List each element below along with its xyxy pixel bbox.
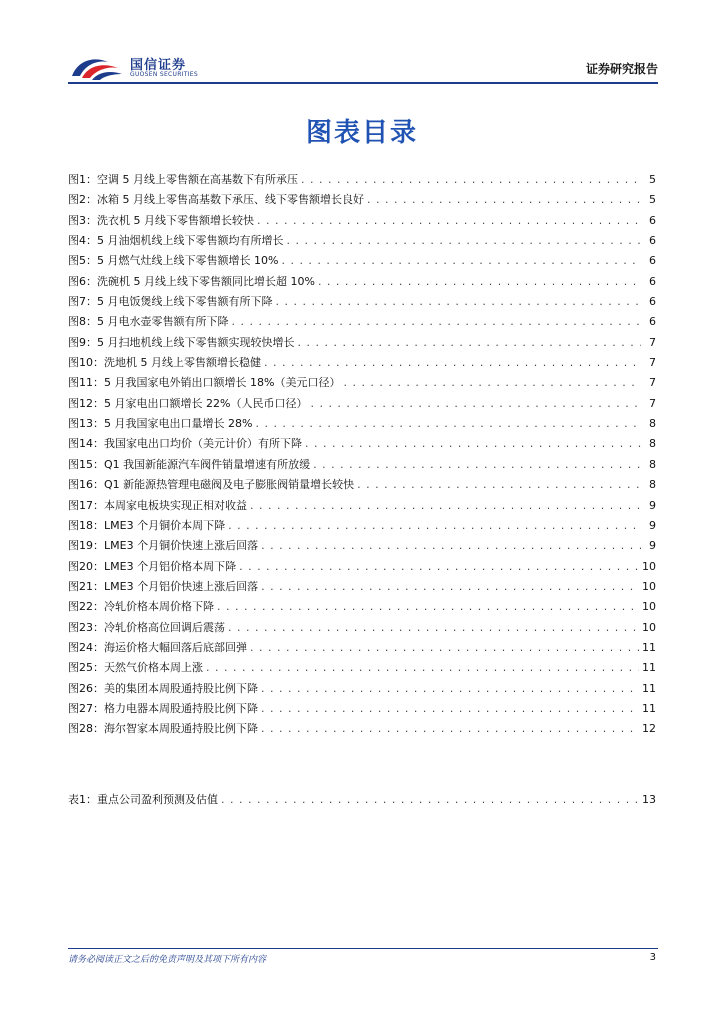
toc-entry-label: 图3： bbox=[68, 213, 97, 227]
figure-toc-entry[interactable] bbox=[68, 414, 656, 434]
figure-toc-entry[interactable] bbox=[68, 679, 656, 699]
toc-entry-title: 冷轧价格高位回调后震荡 bbox=[104, 620, 225, 634]
toc-entry-label: 图25： bbox=[68, 661, 104, 675]
toc-entry-title: 空调 5 月线上零售额在高基数下有所承压 bbox=[97, 173, 298, 186]
toc-dot-leader bbox=[287, 231, 642, 251]
toc-entry-title: Q1 新能源热管理电磁阀及电子膨胀阀销量增长较快 bbox=[104, 478, 355, 492]
table-toc-entry[interactable] bbox=[68, 790, 656, 810]
figure-toc-entry[interactable] bbox=[68, 496, 656, 516]
toc-entry-page: 13 bbox=[642, 793, 656, 806]
toc-entry-label: 图27： bbox=[68, 701, 104, 715]
toc-entry-label: 图10： bbox=[68, 356, 104, 370]
toc-entry-page: 6 bbox=[649, 274, 656, 288]
figure-toc-entry[interactable] bbox=[68, 658, 656, 678]
figure-toc-entry[interactable] bbox=[68, 353, 656, 373]
toc-dot-leader bbox=[221, 790, 639, 810]
toc-entry-title: 5 月我国家电出口量增长 28% bbox=[104, 417, 253, 431]
toc-dot-leader bbox=[217, 597, 639, 617]
toc-dot-leader bbox=[261, 536, 641, 556]
toc-dot-leader bbox=[298, 333, 642, 353]
toc-entry-page: 6 bbox=[649, 254, 656, 268]
toc-dot-leader bbox=[264, 353, 641, 373]
disclaimer-text: 请务必阅读正文之后的免责声明及其项下所有内容 bbox=[68, 955, 267, 965]
toc-dot-leader bbox=[310, 394, 641, 414]
toc-entry-label: 图6： bbox=[68, 274, 97, 288]
toc-entry-title: 本周家电板块实现正相对收益 bbox=[104, 498, 247, 512]
toc-entry-page: 5 bbox=[649, 173, 656, 186]
toc-entry-label: 表1： bbox=[68, 793, 97, 806]
toc-entry-page: 7 bbox=[649, 396, 656, 410]
toc-entry-label: 图26： bbox=[68, 681, 104, 695]
toc-dot-leader bbox=[261, 577, 639, 597]
toc-entry-title: 重点公司盈利预测及估值 bbox=[97, 793, 218, 806]
toc-entry-title: 我国家电出口均价（美元计价）有所下降 bbox=[104, 437, 302, 451]
toc-entry-page: 9 bbox=[649, 498, 656, 512]
toc-entry-page: 10 bbox=[642, 620, 656, 634]
toc-entry-title: 美的集团本周股通持股比例下降 bbox=[104, 681, 258, 695]
toc-dot-leader bbox=[206, 658, 639, 678]
toc-entry-page: 12 bbox=[642, 722, 656, 736]
toc-entry-title: 海尔智家本周股通持股比例下降 bbox=[104, 722, 258, 736]
toc-entry-page: 10 bbox=[642, 559, 656, 573]
figure-toc-entry[interactable] bbox=[68, 638, 656, 658]
toc-entry-page: 8 bbox=[649, 437, 656, 451]
toc-dot-leader bbox=[228, 516, 641, 536]
toc-dot-leader bbox=[367, 190, 641, 210]
figure-toc-entry[interactable] bbox=[68, 394, 656, 414]
toc-entry-page: 11 bbox=[642, 640, 656, 654]
toc-entry-label: 图23： bbox=[68, 620, 104, 634]
toc-entry-title: LME3 个月铜价本周下降 bbox=[104, 518, 226, 532]
toc-entry-title: 5 月电饭煲线上线下零售额有所下降 bbox=[97, 295, 273, 309]
toc-entry-title: 冷轧价格本周价格下降 bbox=[104, 600, 214, 614]
figure-toc-entry[interactable] bbox=[68, 170, 656, 190]
toc-entry-title: 格力电器本周股通持股比例下降 bbox=[104, 701, 258, 715]
toc-entry-label: 图12： bbox=[68, 396, 104, 410]
toc-entry-page: 6 bbox=[649, 295, 656, 309]
toc-entry-title: 洗地机 5 月线上零售额增长稳健 bbox=[104, 356, 261, 370]
figure-toc-entry[interactable] bbox=[68, 251, 656, 271]
toc-dot-leader bbox=[257, 211, 641, 231]
toc-entry-title: 5 月电水壶零售额有所下降 bbox=[97, 315, 229, 329]
figure-toc-entry[interactable] bbox=[68, 577, 656, 597]
figure-toc-entry[interactable] bbox=[68, 597, 656, 617]
toc-dot-leader bbox=[232, 312, 642, 332]
figure-toc-entry[interactable] bbox=[68, 434, 656, 454]
toc-entry-page: 11 bbox=[642, 701, 656, 715]
page-number: 3 bbox=[649, 952, 656, 963]
toc-entry-title: 5 月扫地机线上线下零售额实现较快增长 bbox=[97, 335, 295, 349]
logo-chinese-name: 国信证券 bbox=[130, 58, 187, 73]
toc-entry-title: 天然气价格本周上涨 bbox=[104, 661, 203, 675]
figure-toc-entry[interactable] bbox=[68, 618, 656, 638]
toc-entry-label: 图17： bbox=[68, 498, 104, 512]
figure-toc-entry[interactable] bbox=[68, 211, 656, 231]
toc-dot-leader bbox=[343, 373, 641, 393]
toc-entry-page: 11 bbox=[642, 661, 656, 675]
figure-toc-list bbox=[68, 170, 656, 740]
figure-toc-entry[interactable] bbox=[68, 190, 656, 210]
toc-dot-leader bbox=[255, 414, 641, 434]
figure-toc-entry[interactable] bbox=[68, 373, 656, 393]
toc-entry-label: 图7： bbox=[68, 295, 97, 309]
header-divider bbox=[68, 82, 658, 84]
toc-entry-page: 6 bbox=[649, 315, 656, 329]
toc-entry-page: 8 bbox=[649, 417, 656, 431]
toc-entry-page: 9 bbox=[649, 518, 656, 532]
toc-entry-label: 图18： bbox=[68, 518, 104, 532]
figure-toc-entry[interactable] bbox=[68, 516, 656, 536]
toc-entry-label: 图28： bbox=[68, 722, 104, 736]
figure-toc-entry[interactable] bbox=[68, 272, 656, 292]
toc-dot-leader bbox=[239, 557, 639, 577]
toc-entry-label: 图9： bbox=[68, 335, 97, 349]
footer-divider bbox=[68, 948, 658, 949]
toc-entry-label: 图1： bbox=[68, 173, 97, 186]
toc-entry-page: 10 bbox=[642, 579, 656, 593]
figure-toc-entry[interactable] bbox=[68, 333, 656, 353]
toc-entry-label: 图8： bbox=[68, 315, 97, 329]
figure-toc-entry[interactable] bbox=[68, 292, 656, 312]
toc-entry-title: 冰箱 5 月线上零售高基数下承压、线下零售额增长良好 bbox=[97, 193, 364, 207]
toc-entry-label: 图11： bbox=[68, 376, 104, 390]
toc-dot-leader bbox=[305, 434, 641, 454]
page-title: 图表目录 bbox=[305, 118, 418, 148]
toc-entry-label: 图24： bbox=[68, 640, 104, 654]
figure-toc-entry[interactable] bbox=[68, 312, 656, 332]
toc-entry-page: 6 bbox=[649, 213, 656, 227]
logo-english-name: GUOSEN SECURITIES bbox=[130, 71, 199, 78]
toc-entry-page: 9 bbox=[649, 539, 656, 553]
toc-entry-page: 8 bbox=[649, 457, 656, 471]
toc-entry-title: 洗碗机 5 月线上线下零售额同比增长超 10% bbox=[97, 274, 315, 288]
toc-entry-label: 图4： bbox=[68, 234, 97, 248]
toc-entry-title: LME3 个月铜价快速上涨后回落 bbox=[104, 539, 259, 553]
toc-dot-leader bbox=[276, 292, 642, 312]
guosen-logo-icon bbox=[68, 50, 124, 82]
toc-entry-label: 图20： bbox=[68, 559, 104, 573]
toc-entry-page: 6 bbox=[649, 234, 656, 248]
figure-toc-entry[interactable] bbox=[68, 699, 656, 719]
toc-entry-page: 7 bbox=[649, 356, 656, 370]
toc-dot-leader bbox=[357, 475, 641, 495]
toc-dot-leader bbox=[261, 719, 639, 739]
figure-toc-entry[interactable] bbox=[68, 231, 656, 251]
toc-entry-title: 海运价格大幅回落后底部回弹 bbox=[104, 640, 247, 654]
figure-toc-entry[interactable] bbox=[68, 455, 656, 475]
toc-entry-title: LME3 个月铝价快速上涨后回落 bbox=[104, 579, 259, 593]
toc-dot-leader bbox=[301, 170, 641, 190]
toc-entry-label: 图2： bbox=[68, 193, 97, 207]
figure-toc-entry[interactable] bbox=[68, 475, 656, 495]
toc-dot-leader bbox=[228, 618, 639, 638]
toc-entry-page: 10 bbox=[642, 600, 656, 614]
toc-dot-leader bbox=[313, 455, 641, 475]
toc-dot-leader bbox=[281, 251, 641, 271]
toc-entry-label: 图19： bbox=[68, 539, 104, 553]
toc-entry-label: 图16： bbox=[68, 478, 104, 492]
toc-entry-page: 5 bbox=[649, 193, 656, 207]
toc-dot-leader bbox=[318, 272, 641, 292]
page-header bbox=[68, 48, 658, 84]
figure-toc-entry[interactable] bbox=[68, 557, 656, 577]
figure-toc-entry[interactable] bbox=[68, 536, 656, 556]
toc-entry-label: 图13： bbox=[68, 417, 104, 431]
toc-dot-leader bbox=[250, 638, 639, 658]
toc-entry-label: 图5： bbox=[68, 254, 97, 268]
toc-entry-page: 7 bbox=[649, 335, 656, 349]
toc-entry-label: 图22： bbox=[68, 600, 104, 614]
table-toc-list bbox=[68, 790, 656, 810]
toc-entry-title: 5 月油烟机线上线下零售额均有所增长 bbox=[97, 234, 284, 248]
toc-entry-label: 图14： bbox=[68, 437, 104, 451]
toc-entry-label: 图21： bbox=[68, 579, 104, 593]
toc-entry-title: 5 月家电出口额增长 22%（人民币口径） bbox=[104, 396, 308, 410]
report-type-label: 证券研究报告 bbox=[585, 62, 658, 76]
figure-toc-entry[interactable] bbox=[68, 719, 656, 739]
toc-entry-title: 5 月我国家电外销出口额增长 18%（美元口径） bbox=[104, 376, 341, 390]
toc-entry-title: 5 月燃气灶线上线下零售额增长 10% bbox=[97, 254, 279, 268]
toc-dot-leader bbox=[261, 679, 639, 699]
toc-dot-leader bbox=[250, 496, 641, 516]
toc-entry-title: 洗衣机 5 月线下零售额增长较快 bbox=[97, 213, 254, 227]
toc-entry-title: Q1 我国新能源汽车阀件销量增速有所放缓 bbox=[104, 457, 311, 471]
toc-entry-page: 7 bbox=[649, 376, 656, 390]
toc-entry-title: LME3 个月铝价格本周下降 bbox=[104, 559, 237, 573]
toc-entry-page: 8 bbox=[649, 478, 656, 492]
toc-entry-page: 11 bbox=[642, 681, 656, 695]
toc-dot-leader bbox=[261, 699, 639, 719]
toc-entry-label: 图15： bbox=[68, 457, 104, 471]
